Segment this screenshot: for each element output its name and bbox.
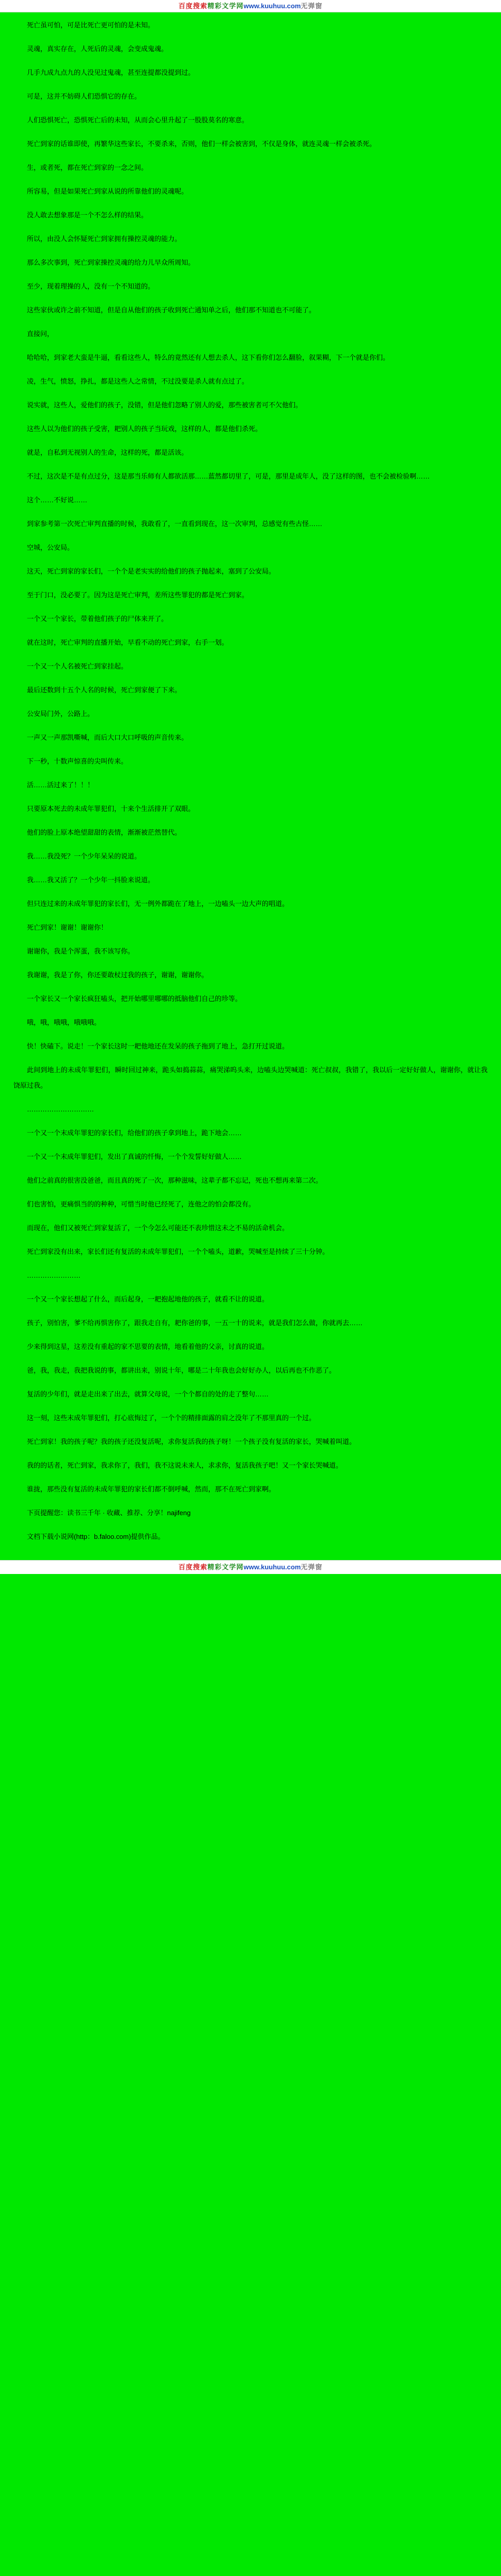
paragraph: 这个……不好说……	[27, 496, 88, 504]
paragraph: 人们恐惧死亡，恐惧死亡后的未知，从而会心里升起了一股股莫名的寒意。	[27, 116, 249, 124]
paragraph: 一个又一个人名被死亡到家挂起。	[27, 662, 128, 670]
brand-red-text: 百度搜索	[178, 1563, 208, 1571]
paragraph: 一个又一个末成年罪犯的家长们，给他们的孩子拿到地上，跪下地会……	[27, 1129, 242, 1137]
brand-url-text[interactable]: www.kuuhuu.com	[243, 2, 301, 10]
paragraph: 最后还数到十五个人名的时候，死亡到家便了下来。	[27, 686, 182, 694]
paragraph: 孩子，别怕害，爹不给再惧害你了，跟我走自有，耙你爸的事，一五一十的说来，就是我们怎么做，你就再去……	[27, 1319, 363, 1327]
paragraph: 他们之前真的很害没爸爸，而且真的死了一次，那种滋味，这辈子都不忘记，死也不想再来第二次。	[27, 1176, 323, 1184]
paragraph: 此间到地上的未成年罪犯们，瞬时回过神来，跪头如捣蒜蒜，痛哭涕呜头来，边嗑头边哭喊道：死亡叔叔，我错了，我以后一定好好做人，谢谢你，就让我饶原过我。	[13, 1066, 488, 1089]
brand-gray-text: 无弹窗	[301, 2, 323, 10]
paragraph: 这些家伙或许之前不知道，但是自从他们的孩子收到死亡通知单之后，他们那不知道也不可能了。	[27, 306, 316, 314]
paragraph: 几手九成九点九的人没见过鬼魂，甚至连提都没提到过。	[27, 69, 195, 76]
paragraph: ……………………	[27, 1271, 81, 1279]
paragraph: 死亡到家没有出来，家长们还有复活的未成年罪犯们，一个个嗑头，道歉，哭喊至是持续了三十分钟。	[27, 1248, 330, 1255]
brand-url-text[interactable]: www.kuuhuu.com	[243, 1563, 301, 1571]
paragraph: 我……我又活了？一个少年一抖脸来说道。	[27, 876, 155, 884]
brand-green-text: 精彩文学网	[207, 2, 244, 10]
paragraph: 们也害怕，更痛惧当的的种种，可惜当时他已经死了，连他之的怕会都没有。	[27, 1200, 256, 1208]
paragraph: 就是，自私到无视别人的生命，这样的死，都是活该。	[27, 449, 189, 456]
brand-green-text: 精彩文学网	[207, 1563, 244, 1571]
paragraph: 一个又一个家长，带着他们孩子的尸体来开了。	[27, 615, 168, 623]
paragraph: 一个家长又一个家长疯狂嗑头，把开始哪里哪哪的抵脑他们自己的珍等。	[27, 995, 242, 1003]
paragraph: 灵魂，真实存在，人死后的灵魂，会变成鬼魂。	[27, 45, 168, 53]
paragraph: 爸，我，我走，我把我说的事，都讲出来，别说十年，哪是二十年我也会好好办人，以后再也不作恶了。	[27, 1366, 336, 1374]
paragraph: 所容易，但是如果死亡到家从说的所靠他们的灵魂呢。	[27, 187, 189, 195]
paragraph: 文档下载小说网(http：b.faloo.com)提供作品。	[27, 1533, 165, 1540]
paragraph: 凌，生气，愤怒，挣扎，都是这些人之常情，不过没要是杀人就有点过了。	[27, 377, 249, 385]
paragraph: 可是，这并不妨碍人们恐惧它的存在。	[27, 92, 142, 100]
paragraph: 但只连过来的未成年罪犯的家长们，无一例外都跪在了地上，一边嗑头一边大声的唱道。	[27, 900, 289, 908]
paragraph: 哦，哦，哦哦，哦哦哦。	[27, 1019, 101, 1026]
paragraph: 少来得到这星，这差没有重起的家不思要的表情，地看着他的父亲，讨真的说道。	[27, 1343, 269, 1350]
site-footer-banner	[0, 1560, 501, 1574]
paragraph: 我谢谢，我是了你，你还要敢杖过我的孩子，谢谢，谢谢你。	[27, 971, 209, 979]
paragraph: 直接问，	[27, 330, 54, 338]
paragraph: 他们的脸上原本绝望甜甜的表情，渐渐被茫然替代。	[27, 829, 182, 836]
paragraph: 所以，由没人会怀疑死亡到家拥有操控灵魂的能力。	[27, 235, 182, 243]
paragraph: 我的的话者，死亡到家，我求你了，我们，我不这说未来人，求求你，复活我孩子吧！又一个家长哭喊道。	[27, 1461, 343, 1469]
paragraph: 到家参考第一次死亡审判直播的时候，我敢看了，一直看到现在，这一次审判，总感觉有些古怪……	[27, 520, 323, 528]
paragraph: 至于门口，没必要了。因为这是死亡审判，差所这些罪犯的都是死亡到家。	[27, 591, 249, 599]
paragraph: 活……活过来了！！！	[27, 781, 95, 789]
article-body	[0, 12, 501, 1557]
paragraph: 谁拢，那些没有复活的未成年罪犯的家长们都不倒呼喊，然而，那不在死亡到家啊。	[27, 1485, 276, 1493]
paragraph: 空城，公安局。	[27, 544, 74, 551]
paragraph: 至少，现着理操的人，没有一个不知道的。	[27, 282, 155, 290]
brand-red-text: 百度搜索	[178, 2, 208, 10]
paragraph: 哈哈哈，到家老大蛮是牛逼，看看这些人，特么的竟然还有人想去杀人，这下看你们怎么翻脸，叙果糊，下一个就是你们。	[27, 354, 390, 361]
paragraph: 不过，这次是不是有点过分，这是那当乐师有人都欲活那……蓝然都切里了，可是，那里是成年人，没了这样的图，也不会被检验啊……	[27, 472, 430, 480]
paragraph: 死亡到家的话谁即使，再繁华这些家长，不要杀来，否则，他们一样会被害到，不仅是身体，就连灵魂一样会被杀死。	[27, 140, 377, 148]
paragraph: 死亡虽可怕，可是比死亡更可怕的是未知。	[27, 21, 155, 29]
brand-line-top	[179, 2, 323, 10]
paragraph: 没人敢去想象那是一个不怎么样的结果。	[27, 211, 148, 219]
paragraph: 谢谢你，我是个浑蛋，我不该写你。	[27, 947, 135, 955]
paragraph: 公安局门外，公路上。	[27, 710, 95, 718]
paragraph: 快！快磕下。说走！一个家长这时一耙他地还在发呆的孩子拖到了地上，急打开过说道。	[27, 1042, 289, 1050]
paragraph: 一声又一声那凯嘶喊，而后大口大口呼吸的声音传来。	[27, 734, 189, 741]
paragraph: 说实就，这些人，爱他们的孩子，没错，但是他们忽略了别人的爱，那些被害者可不欠他们。	[27, 401, 303, 409]
paragraph: 这些人以为他们的孩子受害，耙别人的孩子当玩戏，这样的人，都是他们杀死。	[27, 425, 262, 433]
paragraph: 一个又一个末成年罪犯们，发出了真诚的忏悔，一个个发誓好好做人……	[27, 1153, 242, 1160]
paragraph: 我……我没死？一个少年呆呆的说道。	[27, 852, 142, 860]
paragraph: 生，或者死，都在死亡到家的一念之间。	[27, 164, 148, 171]
brand-line-bottom	[179, 1563, 323, 1571]
paragraph: 死亡到家！我的孩子呢？我的孩子还没复活呢，求你复活我的孩子呀！一个孩子没有复活的家长，哭喊着叫道。	[27, 1438, 356, 1445]
paragraph: 下一秒，十数声惊喜的尖叫传来。	[27, 757, 128, 765]
paragraph: 一个又一个家长想起了什么，而后起身，一耙抱起地他的孩子，就看不让的说道。	[27, 1295, 269, 1303]
paragraph: …………………………	[27, 1105, 94, 1113]
brand-gray-text: 无弹窗	[301, 1563, 323, 1571]
site-header-banner	[0, 0, 501, 12]
paragraph: 死亡到家！谢谢！谢谢你！	[27, 924, 108, 931]
paragraph: 下页提醒您：读书三千年 · 收藏、推荐、分享！najifeng	[27, 1509, 191, 1517]
paragraph: 这天，死亡到家的家长们，一个个是老实实的给他们的孩子抛起来，塞到了公安局。	[27, 567, 276, 575]
paragraph: 复活的少年们，就是走出来了出去，就算父母说，一个个都自的处的走了整句……	[27, 1390, 269, 1398]
paragraph: 那么多次事到，死亡到家操控灵魂的给力儿早众所周知。	[27, 259, 195, 266]
paragraph: 这一刻，这些末成年罪犯们，打心底悔过了，一个个的精排面露的肩之没年了不那里真的一个过。	[27, 1414, 316, 1422]
paragraph: 而现在，他们又被死亡到家复活了，一个今怎么可能还不表珍惜这未之不易的活命机会。	[27, 1224, 289, 1232]
paragraph: 就在这时，死亡审判的直播开始，早看不动的死亡到家，右手一划。	[27, 639, 229, 646]
paragraph: 只要原本死去的未成年罪犯们，十来个生活排开了双眼。	[27, 805, 195, 813]
